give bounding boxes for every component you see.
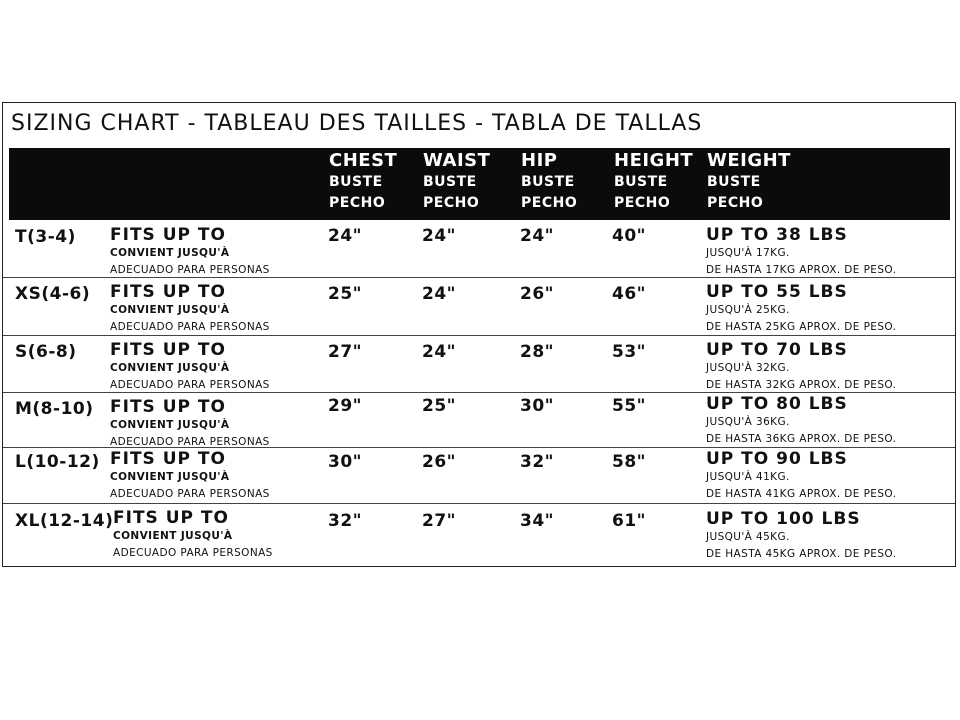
weight-cell xyxy=(706,450,896,503)
chest-value: 27" xyxy=(328,342,363,362)
header-waist xyxy=(423,150,490,214)
header-hip xyxy=(521,150,577,214)
fits-fr: CONVIENT JUSQU'À xyxy=(110,471,230,483)
fits-es: ADECUADO PARA PERSONAS xyxy=(110,264,270,276)
chest-value: 32" xyxy=(328,511,363,531)
weight-cell xyxy=(706,341,896,394)
fits-en: FITS UP TO xyxy=(110,282,226,302)
hip-value: 26" xyxy=(520,284,555,304)
header-hip-es: PECHO xyxy=(521,195,578,211)
header-chest xyxy=(329,150,397,214)
size-label: XL(12-14) xyxy=(15,511,114,531)
height-value: 53" xyxy=(612,342,647,362)
size-label: XS(4-6) xyxy=(15,284,91,304)
fits-fr: CONVIENT JUSQU'À xyxy=(113,530,233,542)
size-label: T(3-4) xyxy=(15,227,76,247)
fits-es: ADECUADO PARA PERSONAS xyxy=(113,547,273,559)
fits-cell xyxy=(110,341,270,394)
chart-title: SIZING CHART - TABLEAU DES TAILLES - TABLA DE TALLAS xyxy=(11,111,703,136)
size-label: M(8-10) xyxy=(15,399,94,419)
hip-value: 30" xyxy=(520,396,555,416)
weight-en: UP TO 100 LBS xyxy=(706,509,861,529)
weight-fr: JUSQU'À 41KG. xyxy=(706,471,790,483)
weight-cell xyxy=(706,510,896,563)
height-value: 46" xyxy=(612,284,647,304)
header-weight-fr: BUSTE xyxy=(707,174,761,190)
table-row xyxy=(3,393,955,448)
weight-en: UP TO 38 LBS xyxy=(706,225,848,245)
weight-fr: JUSQU'À 36KG. xyxy=(706,416,790,428)
fits-fr: CONVIENT JUSQU'À xyxy=(110,304,230,316)
weight-en: UP TO 70 LBS xyxy=(706,340,848,360)
weight-es: DE HASTA 17KG APROX. DE PESO. xyxy=(706,264,897,276)
weight-en: UP TO 55 LBS xyxy=(706,282,848,302)
fits-cell xyxy=(110,450,270,503)
table-row xyxy=(3,278,955,336)
hip-value: 24" xyxy=(520,226,555,246)
waist-value: 25" xyxy=(422,396,457,416)
table-row xyxy=(3,448,955,504)
header-weight xyxy=(707,150,791,214)
header-waist-fr: BUSTE xyxy=(423,174,477,190)
header-height-en: HEIGHT xyxy=(614,150,694,171)
header-weight-es: PECHO xyxy=(707,195,764,211)
weight-cell xyxy=(706,283,896,336)
fits-cell xyxy=(110,283,270,336)
waist-value: 24" xyxy=(422,226,457,246)
header-height-es: PECHO xyxy=(614,195,671,211)
weight-es: DE HASTA 25KG APROX. DE PESO. xyxy=(706,321,897,333)
weight-es: DE HASTA 32KG APROX. DE PESO. xyxy=(706,379,897,391)
hip-value: 32" xyxy=(520,452,555,472)
hip-value: 34" xyxy=(520,511,555,531)
weight-cell xyxy=(706,226,896,279)
table-row xyxy=(3,504,955,566)
header-waist-es: PECHO xyxy=(423,195,480,211)
size-label: L(10-12) xyxy=(15,452,100,472)
waist-value: 27" xyxy=(422,511,457,531)
fits-fr: CONVIENT JUSQU'À xyxy=(110,247,230,259)
fits-en: FITS UP TO xyxy=(110,225,226,245)
hip-value: 28" xyxy=(520,342,555,362)
fits-es: ADECUADO PARA PERSONAS xyxy=(110,436,270,448)
height-value: 58" xyxy=(612,452,647,472)
waist-value: 26" xyxy=(422,452,457,472)
weight-fr: JUSQU'À 17KG. xyxy=(706,247,790,259)
fits-es: ADECUADO PARA PERSONAS xyxy=(110,321,270,333)
sizing-chart xyxy=(2,102,956,567)
fits-es: ADECUADO PARA PERSONAS xyxy=(110,379,270,391)
fits-fr: CONVIENT JUSQU'À xyxy=(110,419,230,431)
fits-en: FITS UP TO xyxy=(110,340,226,360)
header-height-fr: BUSTE xyxy=(614,174,668,190)
table-row xyxy=(3,336,955,393)
height-value: 61" xyxy=(612,511,647,531)
weight-cell xyxy=(706,395,896,448)
fits-cell xyxy=(110,398,270,451)
weight-fr: JUSQU'À 32KG. xyxy=(706,362,790,374)
weight-es: DE HASTA 36KG APROX. DE PESO. xyxy=(706,433,897,445)
weight-fr: JUSQU'À 25KG. xyxy=(706,304,790,316)
header-chest-en: CHEST xyxy=(329,150,398,171)
header-waist-en: WAIST xyxy=(423,150,491,171)
chest-value: 29" xyxy=(328,396,363,416)
header-height xyxy=(614,150,693,214)
weight-en: UP TO 80 LBS xyxy=(706,394,848,414)
header-hip-en: HIP xyxy=(521,150,558,171)
weight-fr: JUSQU'À 45KG. xyxy=(706,531,790,543)
header-chest-es: PECHO xyxy=(329,195,386,211)
fits-en: FITS UP TO xyxy=(110,449,226,469)
chest-value: 30" xyxy=(328,452,363,472)
weight-es: DE HASTA 41KG APROX. DE PESO. xyxy=(706,488,897,500)
size-label: S(6-8) xyxy=(15,342,77,362)
weight-en: UP TO 90 LBS xyxy=(706,449,848,469)
waist-value: 24" xyxy=(422,284,457,304)
fits-en: FITS UP TO xyxy=(110,397,226,417)
table-row xyxy=(3,221,955,278)
header-weight-en: WEIGHT xyxy=(707,150,791,171)
waist-value: 24" xyxy=(422,342,457,362)
fits-cell xyxy=(113,509,273,562)
chest-value: 25" xyxy=(328,284,363,304)
weight-es: DE HASTA 45KG APROX. DE PESO. xyxy=(706,548,897,560)
header-chest-fr: BUSTE xyxy=(329,174,383,190)
fits-cell xyxy=(110,226,270,279)
header-hip-fr: BUSTE xyxy=(521,174,575,190)
fits-es: ADECUADO PARA PERSONAS xyxy=(110,488,270,500)
height-value: 40" xyxy=(612,226,647,246)
chest-value: 24" xyxy=(328,226,363,246)
fits-en: FITS UP TO xyxy=(113,508,229,528)
height-value: 55" xyxy=(612,396,647,416)
fits-fr: CONVIENT JUSQU'À xyxy=(110,362,230,374)
table-header xyxy=(9,148,950,220)
